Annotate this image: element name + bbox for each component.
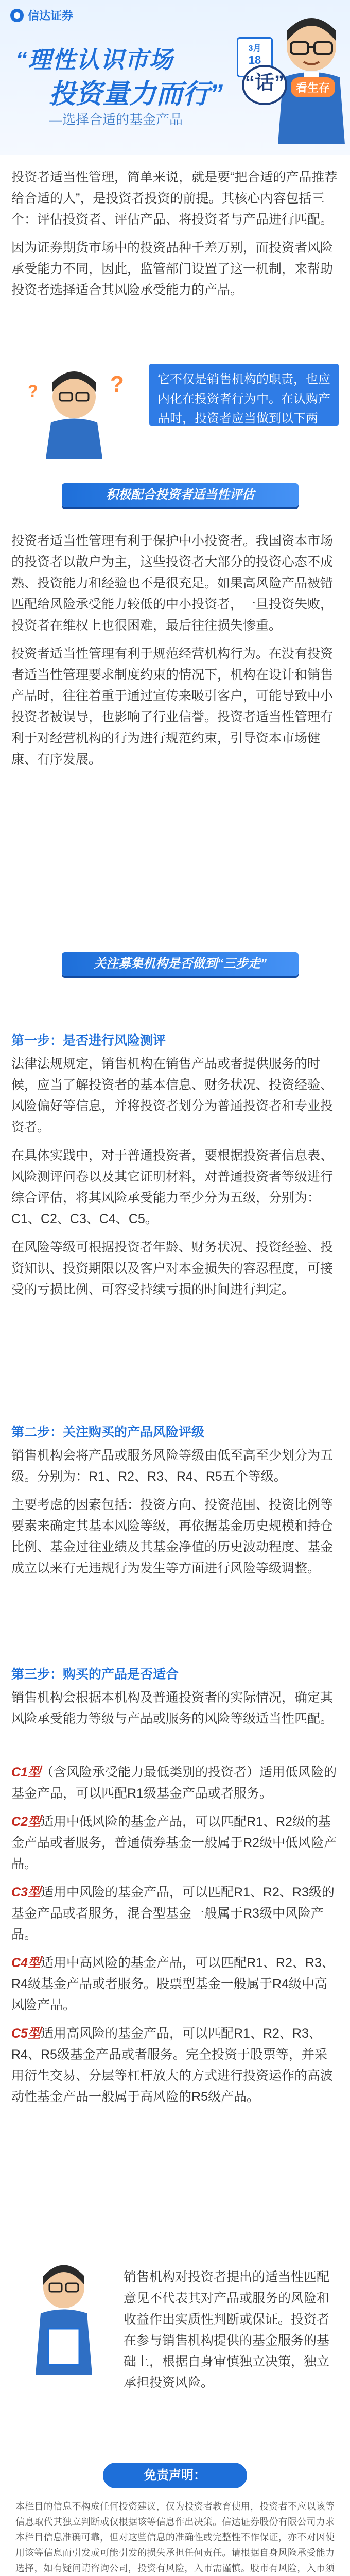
header-tag: 看生存	[291, 77, 335, 97]
closing-paragraph: 销售机构对投资者提出的适当性匹配意见不代表其对产品或服务的风险和收益作出实质性判断或保证。投资者在参与销售机构提供的基金服务的基础上，根据自身审慎独立决策，独立承担投资风险。	[124, 2270, 330, 2390]
step-3-content	[11, 1687, 339, 1737]
closing-character-illustration	[12, 2257, 115, 2375]
level-text: （含风险承受能力最低类别的投资者）适用低风险的基金产品，可以匹配R1级基金产品或者服务。	[11, 1765, 337, 1801]
disclaimer-text: 本栏目的信息不构成任何投资建议，仅为投资者教育使用，投资者不应以该等信息取代其独立判断或仅根据该等信息作出决策。信达证券股份有限公司力求本栏目信息准确可靠，但对这些信息的准确性或完整性不作保证，亦不对因使用该等信息而引发或可能引发的损失承担任何责任。请根据自身风险承受能力选择，如有疑问请咨询公司，投资有风险，入市需谨慎。股市有风险，入市须	[15, 2501, 335, 2573]
level-label: C2型	[11, 1815, 41, 1829]
level-text: 适用中风险的基金产品，可以匹配R1、R2、R3级的基金产品或者服务，混合型基金一般属于R3级中风险产品。	[11, 1885, 335, 1942]
step-1-title: 第一步：是否进行风险测评	[11, 1033, 166, 1048]
closing-section	[124, 2267, 339, 2401]
step-2-paragraph-1: 销售机构会将产品或服务风险等级由低至高至少划分为五级。分别为：R1、R2、R3、R4、R5五个等级。	[11, 1448, 334, 1484]
title-line-2: 投资量力而行”	[49, 79, 223, 109]
banner-2-text: 关注募集机构是否做到“三步走”	[94, 957, 267, 971]
level-text: 适用中低风险的基金产品，可以匹配R1、R2级的基金产品或者服务，普通债券基金一般属于R2级中低风险产品。	[11, 1815, 337, 1871]
level-item	[11, 1882, 339, 1945]
disclaimer-title: 免责声明：	[103, 2463, 247, 2488]
section-banner-1	[62, 479, 299, 510]
step-1-paragraph-2: 在具体实践中，对于普通投资者，要根据投资者信息表、风险测评问卷以及其它证明材料，对普通投资者等级进行综合评估，将其风险承受能力至少分为五级，分别为：C1、C2、C3、C4、C5。	[11, 1148, 334, 1226]
section-1-paragraph-2: 投资者适当性管理有利于规范经营机构行为。在没有投资者适当性管理要求制度约束的情况下，机构在设计和销售产品时，往往着重于通过宣传来吸引客户，可能导致中小投资者被误导，也影响了行业信誉。投资者适当性管理有利于对经营机构的行为进行规范约束，引导资本市场健康、有序发展。	[11, 647, 334, 767]
level-item	[11, 1762, 339, 1804]
subtitle: —选择合适的基金产品	[49, 112, 183, 127]
level-label: C3型	[11, 1885, 41, 1900]
hero-header	[0, 0, 350, 155]
callout-box: 它不仅是销售机构的职责，也应内化在投资者行为中。在认购产品时，投资者应当做到以下两点：	[149, 364, 339, 426]
brand-logo-icon	[10, 9, 24, 22]
level-label: C1型	[11, 1765, 41, 1780]
section-banner-2	[62, 948, 299, 979]
thinking-character-illustration	[12, 361, 141, 459]
banner-1-text: 积极配合投资者适当性评估	[106, 488, 254, 502]
speech-bubble: “话”	[242, 65, 287, 105]
step-1-paragraph-3: 在风险等级可根据投资者年龄、财务状况、投资经验、投资知识、投资期限以及客户对本金损失的容忍程度，可接受的亏损比例、可容受持续亏损的时间进行判定。	[11, 1240, 334, 1297]
brand-logo	[10, 7, 73, 23]
svg-text:?: ?	[110, 371, 124, 397]
step-2-title: 第二步：关注购买的产品风险评级	[11, 1425, 205, 1439]
section-1-content	[11, 531, 339, 777]
level-label: C4型	[11, 1956, 41, 1970]
step-2-paragraph-2: 主要考虑的因素包括：投资方向、投资范围、投资比例等要素来确定其基本风险等级，再依据基金历史规模和持仓比例、基金过往业绩及其基金净值的历史波动程度、基金成立以来有无违规行为发生等方面进行风险等级调整。	[11, 1498, 334, 1575]
level-item	[11, 2023, 339, 2108]
title-line-1: “理性认识市场	[15, 46, 173, 73]
level-item	[11, 1811, 339, 1875]
date-day: 18	[248, 54, 261, 66]
step-3-paragraph-1: 销售机构会根据本机构及普通投资者的实际情况，确定其风险承受能力等级与产品或服务的风险等级适当性匹配。	[11, 1690, 334, 1726]
level-text: 适用高风险的基金产品，可以匹配R1、R2、R3、R4、R5级基金产品或者服务。完全投资于股票等，并采用衍生交易、分层等杠杆放大的方式进行投资运作的高波动性基金产品一般属于高风险的R5级产品。	[11, 2026, 334, 2104]
intro-paragraph-2: 因为证券期货市场中的投资品种千差万别，而投资者风险承受能力不同，因此，监管部门设置了这一机制，来帮助投资者选择适合其风险承受能力的产品。	[11, 241, 334, 297]
step-3-title: 第三步：购买的产品是否适合	[11, 1667, 179, 1682]
step-2-content	[11, 1445, 339, 1586]
level-item	[11, 1953, 339, 2016]
intro-section	[11, 167, 339, 308]
svg-text:?: ?	[28, 382, 38, 400]
step-1-paragraph-1: 法律法规规定，销售机构在销售产品或者提供服务的时候，应当了解投资者的基本信息、财务状况、投资经验、风险偏好等信息，并将投资者划分为普通投资者和专业投资者。	[11, 1057, 334, 1134]
intro-paragraph-1: 投资者适当性管理，简单来说，就是要“把合适的产品推荐给合适的人”，是投资者投资的前提。其核心内容包括三个：评估投资者、评估产品、将投资者与产品进行匹配。	[11, 170, 338, 227]
level-label: C5型	[11, 2026, 41, 2041]
brand-name: 信达证券	[28, 9, 74, 22]
section-1-paragraph-1: 投资者适当性管理有利于保护中小投资者。我国资本市场的投资者以散户为主，这些投资者大部分的投资心态不成熟、投资能力和经验也不是很充足。如果高风险产品被错匹配给风险承受能力较低的中小投资者，一旦投资失败，投资者在维权上也很困难，最后往往损失惨重。	[11, 534, 334, 633]
step-1-content	[11, 1054, 339, 1308]
date-month: 3月	[248, 44, 261, 53]
level-text: 适用中高风险的基金产品，可以匹配R1、R2、R3、R4级基金产品或者服务。股票型基金一般属于R4级中高风险产品。	[11, 1956, 335, 2012]
risk-levels-list	[11, 1762, 339, 2115]
